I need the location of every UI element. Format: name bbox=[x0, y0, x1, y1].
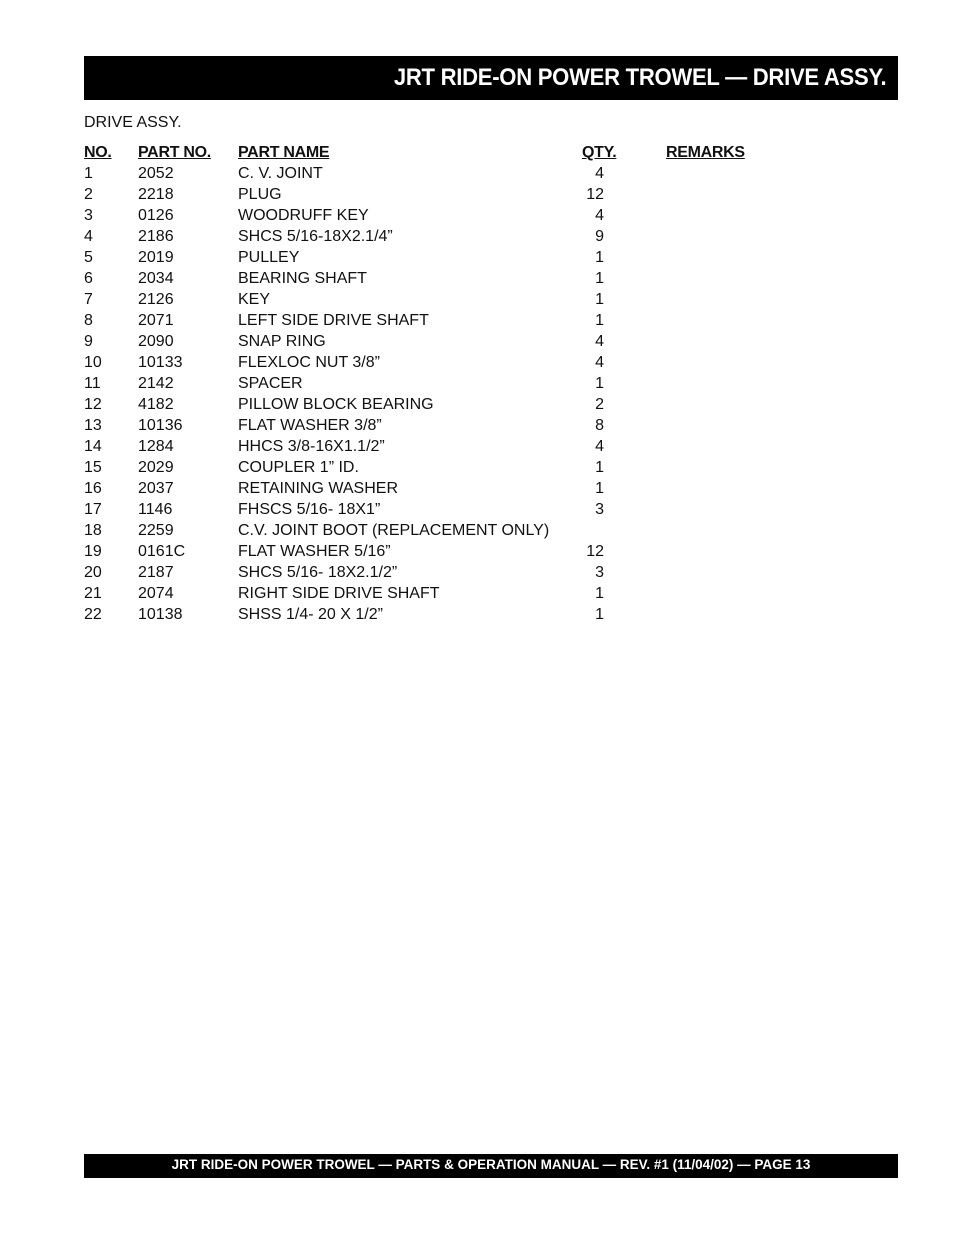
table-row bbox=[84, 185, 784, 206]
cell-no: 20 bbox=[84, 564, 102, 581]
cell-no: 18 bbox=[84, 522, 102, 539]
table-row bbox=[84, 605, 784, 626]
cell-part-no: 10138 bbox=[138, 606, 183, 623]
cell-qty: 4 bbox=[595, 333, 604, 350]
cell-part-name: SHSS 1/4- 20 X 1/2” bbox=[238, 606, 383, 623]
cell-part-name: RETAINING WASHER bbox=[238, 480, 399, 497]
cell-part-no: 2074 bbox=[138, 585, 174, 602]
cell-no: 21 bbox=[84, 585, 102, 602]
cell-no: 22 bbox=[84, 606, 102, 623]
cell-no: 9 bbox=[84, 333, 93, 350]
table-row bbox=[84, 584, 784, 605]
table-row bbox=[84, 332, 784, 353]
cell-qty: 8 bbox=[595, 417, 604, 434]
cell-qty: 1 bbox=[595, 291, 604, 308]
cell-no: 14 bbox=[84, 438, 102, 455]
cell-part-no: 2071 bbox=[138, 312, 174, 329]
cell-part-no: 2186 bbox=[138, 228, 174, 245]
table-row bbox=[84, 269, 784, 290]
page-footer-text: JRT RIDE-ON POWER TROWEL — PARTS & OPERATION MANUAL — REV. #1 (11/04/02) — PAGE 13 bbox=[171, 1157, 811, 1172]
page-title: JRT RIDE-ON POWER TROWEL — DRIVE ASSY. bbox=[393, 64, 886, 91]
table-row bbox=[84, 311, 784, 332]
cell-part-name: HHCS 3/8-16X1.1/2” bbox=[238, 438, 385, 455]
cell-qty: 4 bbox=[595, 354, 604, 371]
cell-qty: 4 bbox=[595, 165, 604, 182]
cell-no: 5 bbox=[84, 249, 93, 266]
cell-part-no: 4182 bbox=[138, 396, 174, 413]
cell-no: 10 bbox=[84, 354, 102, 371]
cell-part-no: 2034 bbox=[138, 270, 174, 287]
table-row bbox=[84, 206, 784, 227]
cell-part-no: 2019 bbox=[138, 249, 174, 266]
cell-part-name: KEY bbox=[238, 291, 271, 308]
cell-no: 1 bbox=[84, 165, 93, 182]
cell-no: 16 bbox=[84, 480, 102, 497]
table-row bbox=[84, 563, 784, 584]
column-header-no: NO. bbox=[84, 144, 112, 161]
table-header-row bbox=[84, 143, 784, 164]
cell-qty: 12 bbox=[586, 186, 604, 203]
column-header-part-name: PART NAME bbox=[238, 144, 330, 161]
cell-no: 11 bbox=[84, 375, 101, 392]
cell-no: 6 bbox=[84, 270, 93, 287]
cell-qty: 1 bbox=[595, 375, 604, 392]
cell-part-no: 2218 bbox=[138, 186, 174, 203]
page-header-bar bbox=[84, 56, 898, 100]
page-footer-bar bbox=[84, 1154, 898, 1178]
table-row bbox=[84, 353, 784, 374]
cell-no: 12 bbox=[84, 396, 102, 413]
table-row bbox=[84, 395, 784, 416]
cell-part-no: 2187 bbox=[138, 564, 174, 581]
cell-part-name: FLAT WASHER 5/16” bbox=[238, 543, 391, 560]
cell-part-no: 0126 bbox=[138, 207, 174, 224]
table-row bbox=[84, 164, 784, 185]
cell-part-no: 2126 bbox=[138, 291, 174, 308]
cell-part-no: 2090 bbox=[138, 333, 174, 350]
cell-part-name: PILLOW BLOCK BEARING bbox=[238, 396, 434, 413]
cell-part-name: C. V. JOINT bbox=[238, 165, 323, 182]
column-header-remarks: REMARKS bbox=[666, 144, 745, 161]
cell-part-name: RIGHT SIDE DRIVE SHAFT bbox=[238, 585, 440, 602]
cell-no: 8 bbox=[84, 312, 93, 329]
cell-qty: 4 bbox=[595, 438, 604, 455]
cell-part-name: BEARING SHAFT bbox=[238, 270, 367, 287]
table-row bbox=[84, 521, 784, 542]
parts-table bbox=[84, 143, 784, 626]
cell-no: 17 bbox=[84, 501, 102, 518]
cell-qty: 1 bbox=[595, 606, 604, 623]
column-header-part-no: PART NO. bbox=[138, 144, 211, 161]
cell-qty: 4 bbox=[595, 207, 604, 224]
cell-part-name: SHCS 5/16-18X2.1/4” bbox=[238, 228, 393, 245]
cell-qty: 1 bbox=[595, 312, 604, 329]
cell-qty: 3 bbox=[595, 564, 604, 581]
cell-part-no: 10133 bbox=[138, 354, 183, 371]
cell-part-name: PLUG bbox=[238, 186, 282, 203]
table-row bbox=[84, 479, 784, 500]
table-row bbox=[84, 374, 784, 395]
cell-part-no: 1284 bbox=[138, 438, 174, 455]
cell-part-no: 1146 bbox=[138, 501, 173, 518]
cell-no: 7 bbox=[84, 291, 93, 308]
cell-no: 4 bbox=[84, 228, 93, 245]
table-row bbox=[84, 437, 784, 458]
cell-no: 3 bbox=[84, 207, 93, 224]
cell-part-no: 0161C bbox=[138, 543, 186, 560]
table-row bbox=[84, 227, 784, 248]
table-row bbox=[84, 500, 784, 521]
table-row bbox=[84, 416, 784, 437]
cell-no: 15 bbox=[84, 459, 102, 476]
cell-part-name: SPACER bbox=[238, 375, 303, 392]
cell-no: 13 bbox=[84, 417, 102, 434]
cell-part-no: 2037 bbox=[138, 480, 174, 497]
cell-part-no: 2259 bbox=[138, 522, 174, 539]
cell-qty: 1 bbox=[595, 249, 604, 266]
cell-qty: 3 bbox=[595, 501, 604, 518]
cell-qty: 1 bbox=[595, 270, 604, 287]
cell-part-name: WOODRUFF KEY bbox=[238, 207, 369, 224]
cell-part-name: LEFT SIDE DRIVE SHAFT bbox=[238, 312, 429, 329]
table-body bbox=[84, 164, 784, 626]
cell-part-no: 10136 bbox=[138, 417, 183, 434]
cell-part-name: SNAP RING bbox=[238, 333, 326, 350]
cell-part-name: SHCS 5/16- 18X2.1/2” bbox=[238, 564, 398, 581]
cell-part-name: PULLEY bbox=[238, 249, 300, 266]
cell-part-name: FLAT WASHER 3/8” bbox=[238, 417, 382, 434]
cell-qty: 9 bbox=[595, 228, 604, 245]
cell-part-no: 2029 bbox=[138, 459, 174, 476]
cell-part-name: C.V. JOINT BOOT (REPLACEMENT ONLY) bbox=[238, 522, 550, 539]
cell-part-name: FHSCS 5/16- 18X1” bbox=[238, 501, 381, 518]
table-row bbox=[84, 458, 784, 479]
section-label: DRIVE ASSY. bbox=[84, 114, 182, 131]
cell-part-name: COUPLER 1” ID. bbox=[238, 459, 359, 476]
column-header-qty: QTY. bbox=[582, 144, 617, 161]
table-row bbox=[84, 542, 784, 563]
cell-qty: 1 bbox=[595, 480, 604, 497]
cell-part-no: 2052 bbox=[138, 165, 174, 182]
cell-part-no: 2142 bbox=[138, 375, 174, 392]
cell-qty: 12 bbox=[586, 543, 604, 560]
cell-qty: 2 bbox=[595, 396, 604, 413]
cell-no: 2 bbox=[84, 186, 93, 203]
cell-part-name: FLEXLOC NUT 3/8” bbox=[238, 354, 380, 371]
table-row bbox=[84, 248, 784, 269]
cell-no: 19 bbox=[84, 543, 102, 560]
table-row bbox=[84, 290, 784, 311]
cell-qty: 1 bbox=[595, 585, 604, 602]
cell-qty: 1 bbox=[595, 459, 604, 476]
